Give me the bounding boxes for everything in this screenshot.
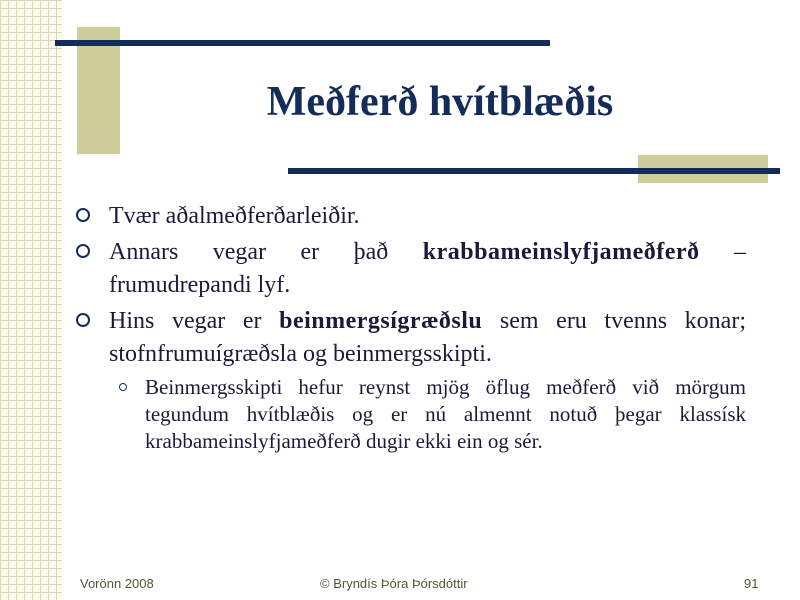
bullet-text: Tvær aðalmeðferðarleiðir. xyxy=(109,203,360,229)
small-hollow-circle-bullet-icon xyxy=(119,383,127,391)
bullet-item xyxy=(76,236,746,302)
bullet-text-bold: krabbameinslyfjameðferð xyxy=(422,239,700,265)
slide-content xyxy=(76,200,746,455)
footer-semester: Vorönn 2008 xyxy=(80,576,154,591)
hollow-circle-bullet-icon xyxy=(76,244,90,258)
footer-slide-number: 91 xyxy=(744,576,759,591)
hollow-circle-bullet-icon xyxy=(76,208,90,222)
bullet-item xyxy=(76,305,746,371)
grid-decoration-strip xyxy=(0,0,62,600)
bullet-text-post: sem eru tvenns konar; stofnfrumuígræðsla og beinmergsskipti. xyxy=(109,308,746,367)
sub-bullet-item xyxy=(145,374,746,455)
bullet-text-post: – frumudrepandi lyf. xyxy=(109,239,747,298)
bullet-item xyxy=(76,200,746,233)
title-rule-bottom xyxy=(288,168,780,174)
olive-accent-block-top xyxy=(77,27,120,154)
title-rule-top xyxy=(55,40,550,46)
sub-bullet-text: Beinmergsskipti hefur reynst mjög öflug meðferð við mörgum tegundum hvítblæðis og er nú almennt notuð þegar klassísk krabbameinslyfjameðferð dugir ekki ein og sér. xyxy=(145,375,746,453)
bullet-text-bold: beinmergsígræðslu xyxy=(279,308,483,334)
hollow-circle-bullet-icon xyxy=(76,313,90,327)
bullet-text-pre: Hins vegar er xyxy=(109,308,280,334)
bullet-text-pre: Annars vegar er það xyxy=(109,239,423,265)
slide-title: Meðferð hvítblæðis xyxy=(266,79,614,125)
footer-author: © Bryndís Þóra Þórsdóttir xyxy=(320,576,468,591)
